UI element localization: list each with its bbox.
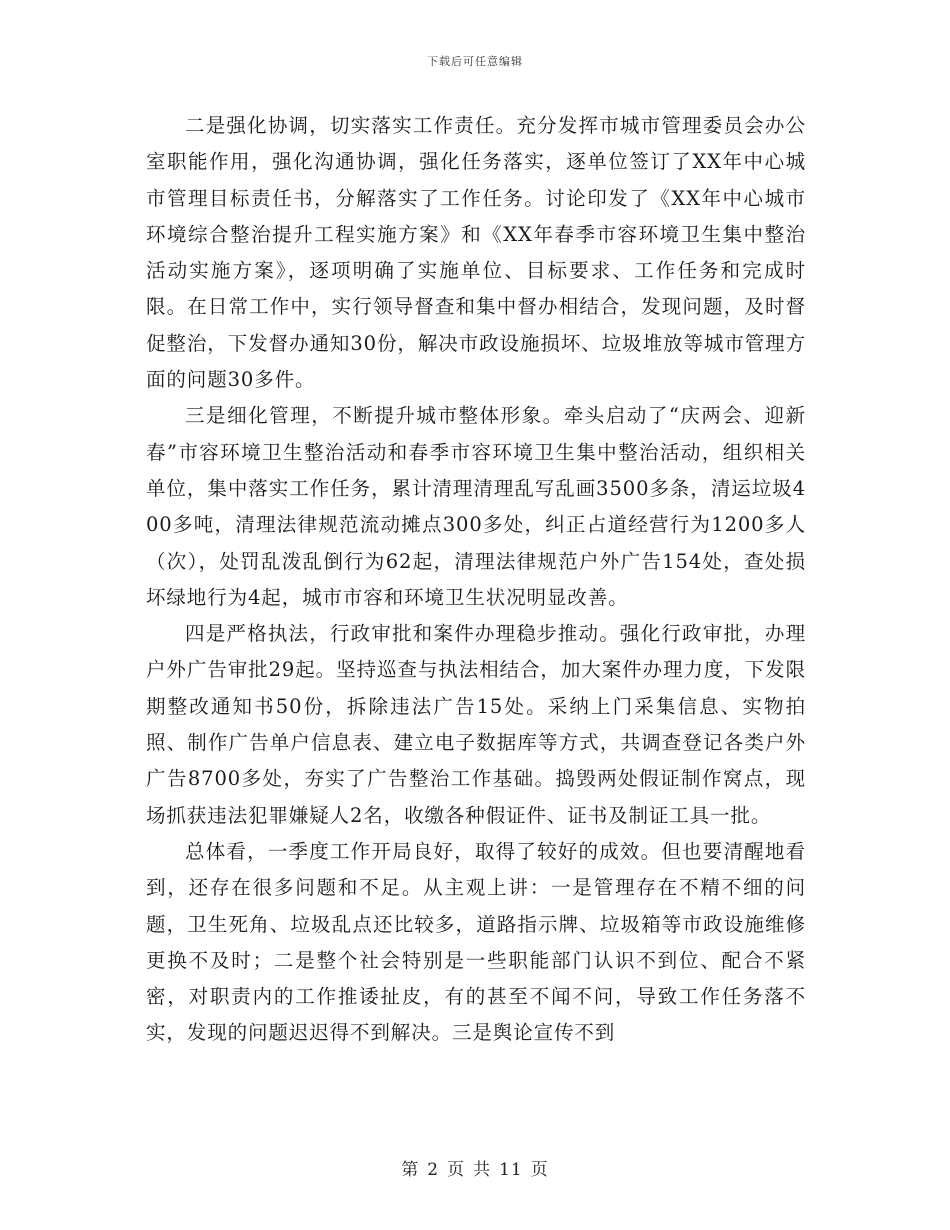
footer-prefix: 第 <box>401 1160 420 1180</box>
page-footer <box>0 1155 950 1180</box>
document-body <box>146 108 806 1052</box>
paragraph-coordination: 二是强化协调，切实落实工作责任。充分发挥市城市管理委员会办公室职能作用，强化沟通协调，强化任务落实，逐单位签订了XX年中心城市管理目标责任书，分解落实了工作任务。讨论印发了《XX年中心城市环境综合整治提升工程实施方案》和《XX年春季市容环境卫生集中整治活动实施方案》，逐项明确了实施单位、目标要求、工作任务和完成时限。在日常工作中，实行领导督查和集中督办相结合，发现问题，及时督促整治，下发督办通知30份，解决市政设施损坏、垃圾堆放等城市管理方面的问题30多件。 <box>146 114 806 392</box>
paragraph-enforcement: 四是严格执法，行政审批和案件办理稳步推动。强化行政审批，办理户外广告审批29起。坚持巡查与执法相结合，加大案件办理力度，下发限期整改通知书50份，拆除违法广告15处。采纳上门采集信息、实物拍照、制作广告单户信息表、建立电子数据库等方式，共调查登记各类户外广告8700多处，夯实了广告整治工作基础。捣毁两处假证制作窝点，现场抓获违法犯罪嫌疑人2名，收缴各种假证件、证书及制证工具一批。 <box>146 622 806 827</box>
footer-total-pages: 11 <box>499 1160 523 1180</box>
paragraph-management: 三是细化管理，不断提升城市整体形象。牵头启动了“庆两会、迎新春”市容环境卫生整治活动和春季市容环境卫生集中整治活动，组织相关单位，集中落实工作任务，累计清理清理乱写乱画3500多条，清运垃圾400多吨，清理法律规范流动摊点300多处，纠正占道经营行为1200多人（次），处罚乱泼乱倒行为62起，清理法律规范户外广告154处，查处损坏绿地行为4起，城市市容和环境卫生状况明显改善。 <box>146 404 806 609</box>
page-header <box>0 53 950 69</box>
header-note: 下载后可任意编辑 <box>427 55 523 68</box>
footer-current-page: 2 <box>427 1160 440 1180</box>
footer-middle: 页 <box>447 1160 466 1180</box>
footer-total-label: 共 <box>473 1160 492 1180</box>
paragraph-summary: 总体看，一季度工作开局良好，取得了较好的成效。但也要清醒地看到，还存在很多问题和不足。从主观上讲：一是管理存在不精不细的问题，卫生死角、垃圾乱点还比较多，道路指示牌、垃圾箱等市政设施维修更换不及时；二是整个社会特别是一些职能部门认识不到位、配合不紧密，对职责内的工作推诿扯皮，有的甚至不闻不问，导致工作任务落不实，发现的问题迟迟得不到解决。三是舆论宣传不到 <box>146 839 806 1045</box>
footer-suffix: 页 <box>530 1160 549 1180</box>
